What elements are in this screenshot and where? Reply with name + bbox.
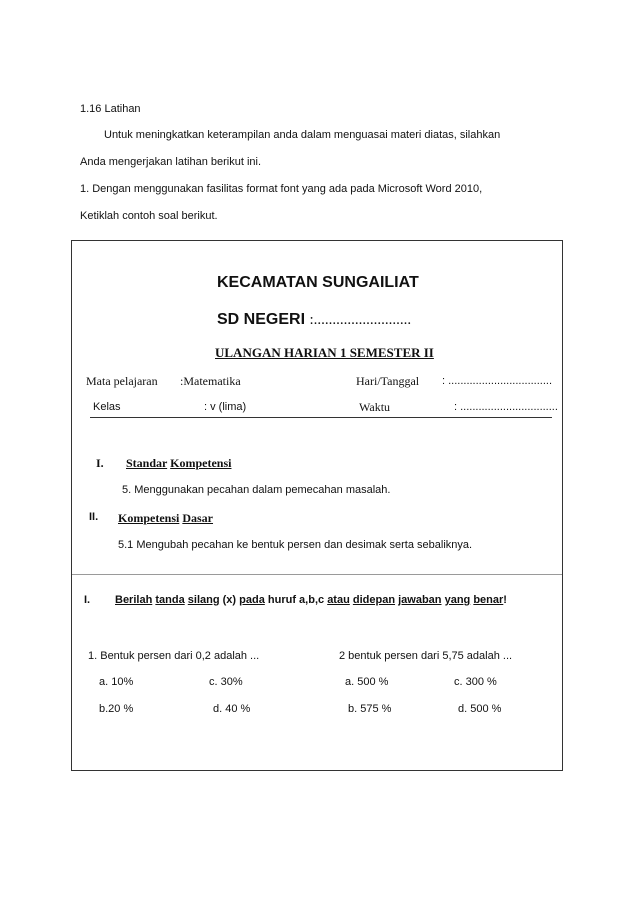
time-label: Waktu	[359, 400, 391, 414]
subject-label: Mata pelajaran	[86, 374, 158, 388]
exam-title-district: KECAMATAN SUNGAILIAT	[217, 274, 419, 291]
school-label: SD NEGERI	[217, 311, 306, 328]
section-divider	[72, 574, 562, 575]
question-2-option-b: b. 575 %	[348, 703, 392, 715]
instruction-numeral: I.	[84, 594, 91, 606]
section-heading: 1.16 Latihan	[80, 103, 141, 115]
section-2-title: Kompetensi Dasar	[118, 511, 214, 525]
intro-paragraph-line-1: Untuk meningkatkan keterampilan anda dalam menguasai materi diatas, silahkan	[104, 129, 501, 141]
question-1-option-b: b.20 %	[99, 703, 134, 715]
question-2-option-a: a. 500 %	[345, 676, 389, 688]
question-1-text: 1. Bentuk persen dari 0,2 adalah ...	[88, 650, 260, 662]
question-1-option-d: d. 40 %	[213, 703, 251, 715]
question-1-option-a: a. 10%	[99, 676, 134, 688]
section-2-text: 5.1 Mengubah pecahan ke bentuk persen dan desimak serta sebaliknya.	[118, 539, 473, 551]
section-1-numeral: I.	[96, 456, 104, 470]
school-name-blank: :..........................	[309, 312, 412, 328]
fields-underline	[90, 417, 552, 418]
exercise-item-1-line-2: Ketiklah contoh soal berikut.	[80, 210, 218, 222]
intro-paragraph-line-2: Anda mengerjakan latihan berikut ini.	[80, 156, 262, 168]
question-2-text: 2 bentuk persen dari 5,75 adalah ...	[339, 650, 513, 662]
exam-sheet-box	[71, 240, 563, 771]
question-2-option-d: d. 500 %	[458, 703, 502, 715]
class-label: Kelas	[93, 401, 121, 413]
section-1-text: 5. Menggunakan pecahan dalam pemecahan masalah.	[122, 484, 391, 496]
question-1-option-c: c. 30%	[209, 676, 243, 688]
exam-title-test: ULANGAN HARIAN 1 SEMESTER II	[215, 345, 434, 360]
section-2-numeral: II.	[89, 511, 99, 523]
subject-value: :Matematika	[180, 374, 241, 388]
date-value: : ..................................	[442, 375, 553, 387]
instruction-text: Berilah tanda silang (x) pada huruf a,b,c atau didepan jawaban yang benar!	[115, 594, 507, 606]
question-2-option-c: c. 300 %	[454, 676, 497, 688]
section-1-title: Standar Kompetensi	[126, 456, 232, 470]
exam-title-school	[217, 311, 411, 329]
exercise-item-1-line-1: 1. Dengan menggunakan fasilitas format font yang ada pada Microsoft Word 2010,	[80, 183, 483, 195]
time-value: : ................................	[454, 401, 558, 413]
class-value: : v (lima)	[204, 401, 247, 413]
date-label: Hari/Tanggal	[356, 374, 420, 388]
